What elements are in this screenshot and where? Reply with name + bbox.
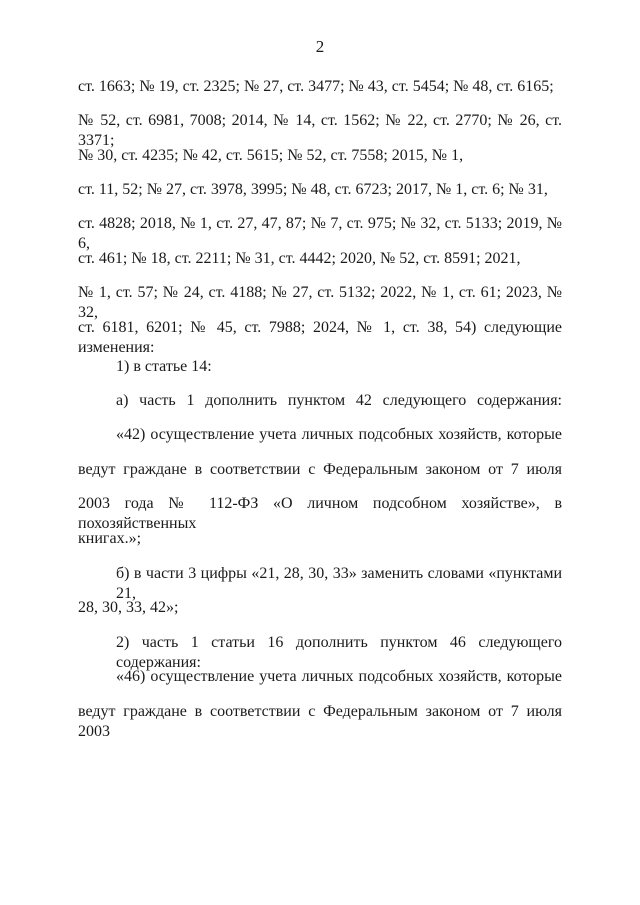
text-line: № 52, ст. 6981, 7008; 2014, № 14, ст. 1562; № 22, ст. 2770; № 26, ст. 3371; <box>78 112 562 149</box>
text-line: ведут граждане в соответствии с Федеральным законом от 7 июля 2003 <box>78 703 562 740</box>
text-line: а) часть 1 дополнить пунктом 42 следующего содержания: <box>116 392 562 409</box>
text-line: ст. 11, 52; № 27, ст. 3978, 3995; № 48, ст. 6723; 2017, № 1, ст. 6; № 31, <box>78 181 548 198</box>
text-line: ст. 6181, 6201; № 45, ст. 7988; 2024, № 1, ст. 38, 54) следующие изменения: <box>78 319 562 356</box>
text-line: «42) осуществление учета личных подсобных хозяйств, которые <box>116 426 562 443</box>
text-line: 2) часть 1 статьи 16 дополнить пунктом 46 следующего содержания: <box>116 634 562 671</box>
text-line: ст. 461; № 18, ст. 2211; № 31, ст. 4442; 2020, № 52, ст. 8591; 2021, <box>78 250 521 267</box>
text-line: 1) в статье 14: <box>116 358 212 375</box>
text-line: 28, 30, 33, 42»; <box>78 599 179 616</box>
text-line: «46) осуществление учета личных подсобных хозяйств, которые <box>116 668 562 685</box>
text-line: № 1, ст. 57; № 24, ст. 4188; № 27, ст. 5132; 2022, № 1, ст. 61; 2023, № 32, <box>78 284 562 321</box>
text-line: ст. 1663; № 19, ст. 2325; № 27, ст. 3477; № 43, ст. 5454; № 48, ст. 6165; <box>78 78 554 95</box>
text-line: книгах.»; <box>78 530 142 547</box>
text-line: б) в части 3 цифры «21, 28, 30, 33» заменить словами «пунктами 21, <box>116 565 562 602</box>
text-line: № 30, ст. 4235; № 42, ст. 5615; № 52, ст. 7558; 2015, № 1, <box>78 147 464 164</box>
text-line: ст. 4828; 2018, № 1, ст. 27, 47, 87; № 7, ст. 975; № 32, ст. 5133; 2019, № 6, <box>78 215 562 252</box>
text-line: ведут граждане в соответствии с Федеральным законом от 7 июля <box>78 461 562 478</box>
text-line: 2003 года № 112-ФЗ «О личном подсобном хозяйстве», в похозяйственных <box>78 495 562 532</box>
page-number: 2 <box>315 37 325 56</box>
